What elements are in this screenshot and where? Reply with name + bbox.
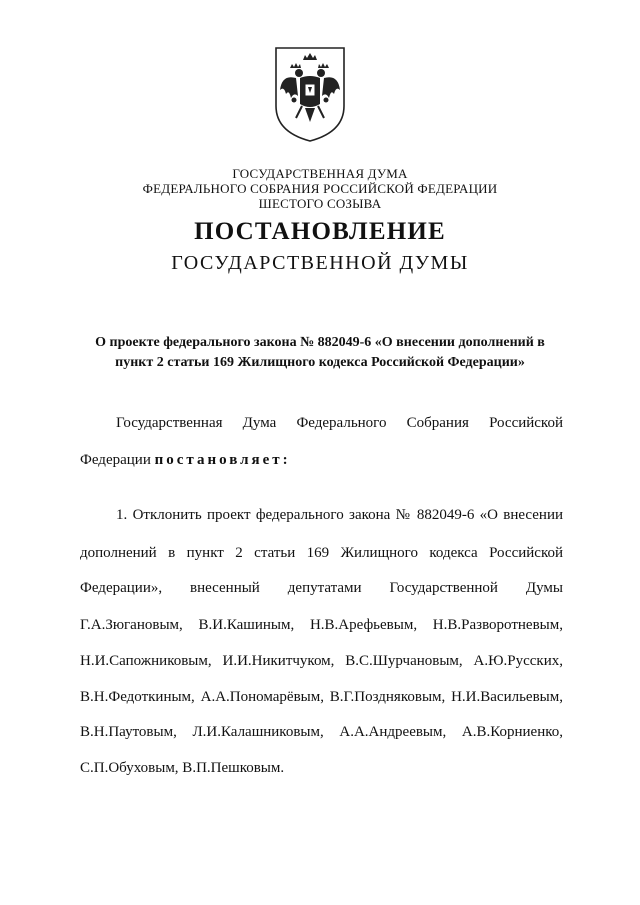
document-subtitle: ГОСУДАРСТВЕННОЙ ДУМЫ	[171, 252, 469, 274]
item-1-line-5: Н.И.Сапожниковым, И.И.Никитчуком, В.С.Шурчановым, А.Ю.Русских,	[80, 653, 563, 669]
organization-line-2: ФЕДЕРАЛЬНОГО СОБРАНИЯ РОССИЙСКОЙ ФЕДЕРАЦИИ	[142, 181, 498, 196]
resolution-verb: постановляет:	[154, 452, 291, 468]
item-1-line-6: В.Н.Федоткиным, А.А.Пономарёвым, В.Г.Поздняковым, Н.И.Васильевым,	[80, 689, 563, 705]
coat-of-arms-emblem	[272, 44, 348, 144]
item-1-line-1: 1. Отклонить проект федерального закона № 882049-6 «О внесении	[116, 507, 563, 523]
item-1-line-7: В.Н.Паутовым, Л.И.Калашниковым, А.А.Андреевым, А.В.Корниенко,	[80, 724, 563, 740]
item-1-line-3: Федерации», внесенный депутатами Государственной Думы	[80, 580, 563, 596]
convocation-line: ШЕСТОГО СОЗЫВА	[258, 196, 382, 211]
item-1-line-2: дополнений в пункт 2 статьи 169 Жилищного кодекса Российской	[80, 545, 563, 561]
intro-start-text: Федерации	[80, 452, 151, 468]
subject-line-2: пункт 2 статьи 169 Жилищного кодекса Российской Федерации»	[115, 355, 525, 370]
item-1-line-8: С.П.Обуховым, В.П.Пешковым.	[80, 760, 285, 776]
document-title: ПОСТАНОВЛЕНИЕ	[194, 218, 446, 245]
subject-line-1: О проекте федерального закона № 882049-6 «О внесении дополнений в	[95, 335, 545, 350]
intro-line-1: Государственная Дума Федерального Собрания Российской	[116, 415, 563, 431]
document-subject	[60, 333, 580, 373]
item-1-line-4: Г.А.Зюгановым, В.И.Кашиным, Н.В.Арефьевым, Н.В.Разворотневым,	[80, 617, 563, 633]
organization-line-1: ГОСУДАРСТВЕННАЯ ДУМА	[232, 166, 408, 181]
intro-line-2	[80, 452, 291, 469]
